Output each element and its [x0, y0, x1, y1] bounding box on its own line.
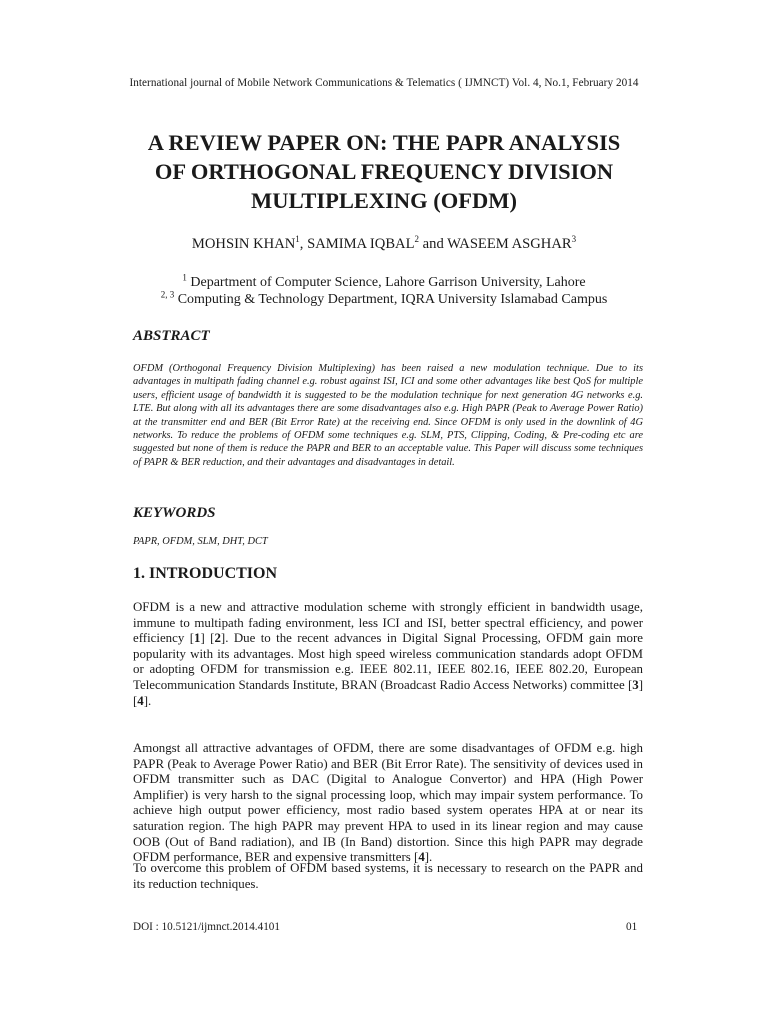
paragraph-text: ]. [143, 693, 152, 708]
section-heading-introduction: 1. INTRODUCTION [133, 565, 278, 582]
paragraph-text: ]. Due to the recent advances in Digital Signal Processing, OFDM gain more popularity with its advantages. Most high speed wireless communication standards adopt OFDM or adopting OFDM for transmission e.g. IEEE 802.11, IEEE 802.16, IEEE 802.20, European Telecommunication Standards Institute, BRAN (Broadcast Radio Access Networks) committee [ [133, 631, 644, 692]
author-3: WASEEM ASGHAR [447, 236, 572, 252]
paragraph-text: ]. [424, 850, 433, 865]
author-3-affil-mark: 3 [571, 234, 577, 245]
abstract-heading: ABSTRACT [133, 328, 210, 344]
affiliation-1 [0, 272, 768, 291]
keywords-text: PAPR, OFDM, SLM, DHT, DCT [133, 536, 268, 547]
citation-ref[interactable]: 3 [632, 677, 639, 692]
author-2: SAMIMA IQBAL [307, 236, 415, 252]
author-1: MOHSIN KHAN [191, 236, 296, 252]
citation-ref[interactable]: 2 [214, 631, 221, 646]
affiliation-2-mark: 2, 3 [160, 289, 175, 300]
affiliation-2 [0, 289, 768, 308]
title-line-1: A REVIEW PAPER ON: THE PAPR ANALYSIS [147, 130, 621, 155]
citation-ref[interactable]: 1 [194, 631, 201, 646]
affiliation-1-text: Department of Computer Science, Lahore Garrison University, Lahore [186, 275, 586, 290]
intro-paragraph-3: To overcome this problem of OFDM based systems, it is necessary to research on the PAPR and its reduction techniques. [133, 861, 643, 891]
paragraph-text: ] [ [200, 631, 215, 646]
page-number: 01 [626, 921, 638, 933]
abstract-text: OFDM (Orthogonal Frequency Division Multiplexing) has been raised a new modulation technique. Due to its advantages in multipath fading channel e.g. robust against ISI, ICI and some other advantages like best QoS for multiple users, efficient usage of bandwidth it is suggested to be the modulation technique for next generation 4G networks e.g. LTE. But along with all its advantages there are some disadvantages also e.g. High PAPR (Peak to Average Power Ratio) at the transmitter end and BER (Bit Error Rate) at the receiving end. Since OFDM is only used in the downlink of 4G networks. To reduce the problems of OFDM some techniques e.g. SLM, PTS, Clipping, Coding, & Pre-coding etc are suggested but none of them is reduce the PAPR and BER to an acceptable value. This Paper will discuss some techniques of PAPR & BER reduction, and their advantages and disadvantages in detail. [133, 363, 643, 468]
author-separator: and [419, 236, 448, 252]
author-1-affil-mark: 1 [295, 234, 300, 245]
paper-title [90, 128, 678, 215]
paragraph-text: OFDM is a new and attractive modulation scheme with strongly efficient in bandwidth usage, immune to multipath fading environment, less ICI and ISI, better spectral efficiency, and power efficiency [ [133, 600, 643, 646]
running-header: International journal of Mobile Network Communications & Telematics ( IJMNCT) Vol. 4, No.1, February 2014 [129, 77, 639, 89]
footer-doi: DOI : 10.5121/ijmnct.2014.4101 [133, 921, 280, 933]
citation-ref[interactable]: 4 [418, 850, 425, 865]
title-line-2: OF ORTHOGONAL FREQUENCY DIVISION [154, 159, 614, 184]
citation-ref[interactable]: 4 [137, 693, 144, 708]
paragraph-text: ] [ [133, 677, 643, 708]
author-2-affil-mark: 2 [414, 234, 420, 245]
author-separator: , [299, 236, 308, 252]
paragraph-text: Amongst all attractive advantages of OFDM, there are some disadvantages of OFDM e.g. high PAPR (Peak to Average Power Ratio) and BER (Bit Error Rate). The sensitivity of devices used in OFDM transmitter such as DAC (Digital to Analogue Convertor) and HPA (High Power Amplifier) is very harsh to the signal processing loop, which may impair system performance. To achieve high output power efficiency, most radio based system operates HPA at or near its saturation region. The high PAPR may prevent HPA to used in its linear region and may cause OOB (Out of Band radiation), and IB (In Band) distortion. Since this high PAPR may degrade OFDM performance, BER and expensive transmitters [ [133, 741, 643, 865]
author-list [0, 236, 768, 253]
affiliation-2-text: Computing & Technology Department, IQRA University Islamabad Campus [174, 292, 608, 307]
intro-paragraph-2 [133, 741, 643, 866]
keywords-heading: KEYWORDS [133, 505, 216, 521]
title-line-3: MULTIPLEXING (OFDM) [250, 188, 518, 213]
intro-paragraph-1 [133, 600, 643, 709]
affiliation-1-mark: 1 [182, 272, 187, 283]
